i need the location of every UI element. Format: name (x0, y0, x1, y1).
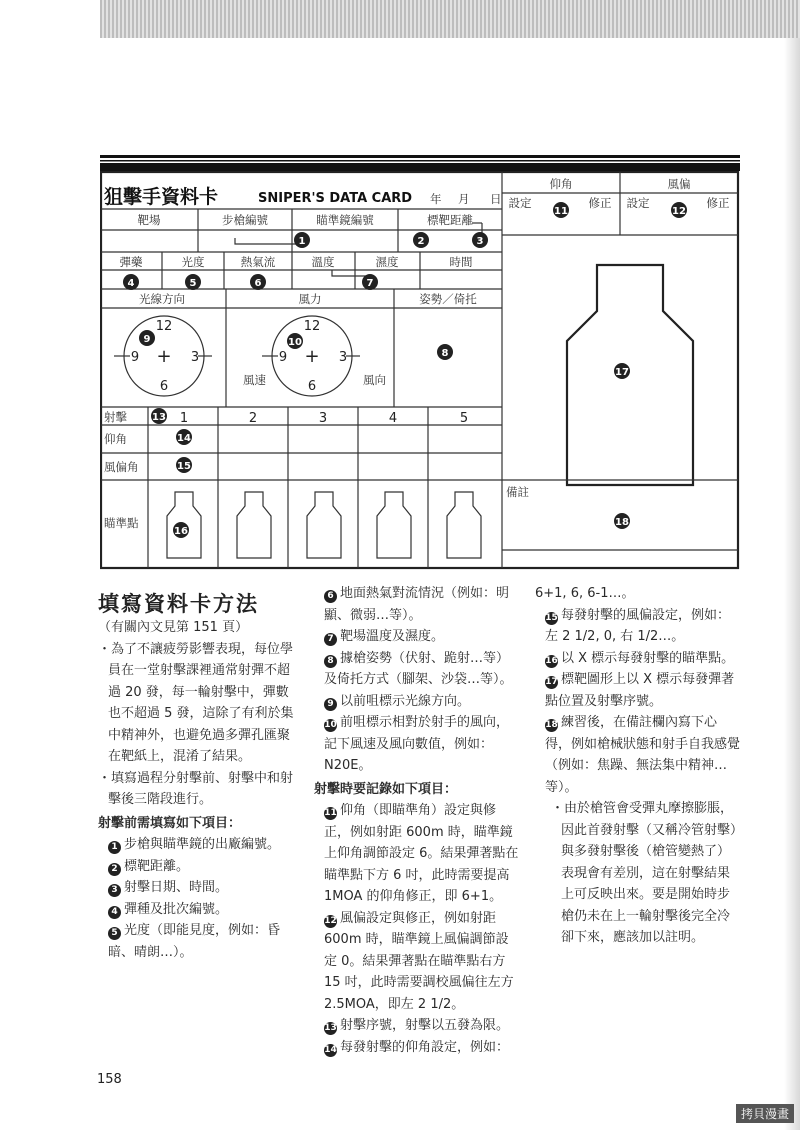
svg-text:12: 12 (155, 319, 173, 334)
marker-14 (176, 429, 192, 445)
marker-18 (614, 513, 630, 529)
wind-clock (262, 316, 360, 396)
svg-text:14: 14 (177, 433, 191, 444)
marker-5 (185, 274, 201, 290)
svg-text:修正: 修正 (706, 196, 730, 210)
elev-header: 仰角 (549, 177, 573, 191)
shot-2: 2 (248, 411, 258, 426)
card-title: 狙擊手資料卡 (104, 186, 219, 208)
svg-text:靶場: 靶場 (137, 213, 161, 227)
svg-text:12: 12 (303, 319, 321, 334)
card-top-rule (100, 155, 740, 158)
aim-point-targets (167, 492, 481, 558)
bullet-fatigue: ・為了不讓疲勞影響表現，每位學員在一堂射擊課裡通常射彈不超過 20 發，每一輪射擊中，彈數也不超過 5 發，這除了有利於集中精神外，也避免過多彈孔匯聚在靶紙上，混淆了結果。 (98, 641, 294, 764)
svg-text:光線方向: 光線方向 (139, 292, 185, 306)
light-direction-clock (114, 316, 212, 396)
svg-text:16: 16 (174, 526, 188, 537)
svg-text:時間: 時間 (449, 255, 473, 269)
svg-text:9: 9 (278, 350, 288, 365)
svg-text:12: 12 (672, 206, 686, 217)
svg-text:+: + (156, 346, 172, 367)
card-title-en: SNIPER'S DATA CARD (258, 191, 413, 206)
card-frame (101, 172, 738, 568)
marker-11 (553, 202, 569, 218)
marker-6 (250, 274, 266, 290)
section-heading: 填寫資料卡方法 (98, 592, 259, 616)
svg-text:11: 11 (554, 206, 568, 217)
shot-5: 5 (459, 411, 469, 426)
svg-text:5: 5 (189, 278, 197, 289)
svg-text:4: 4 (127, 278, 135, 289)
svg-text:光度: 光度 (181, 255, 205, 269)
svg-text:修正: 修正 (588, 196, 612, 210)
marker-4 (123, 274, 139, 290)
column-3: 6+1, 6, 6-1…。 15 每發射擊的風偏設定，例如：左 2 1/2, 0, 右 1/2…。 16 以 X 標示每發射擊的瞄準點。 17 標靶圖形上以 X 標示每發彈著點位置及射擊序號。 18 練習後，在備註欄內寫下心得，例如槍械狀態和射手自我感覺（例如：焦躁、無法集中精神…等）。 ・由於槍管會受彈丸摩擦膨脹，因此首發射擊（又稱冷管射擊）與多發射擊後（槍管變熱了）表現會有差別，這在射擊結果上可反映出來。要是開始時步槍仍未在上一輪射擊後完全冷卻下來，應該加以註明。 (535, 583, 740, 949)
page-edge-shadow (784, 38, 800, 1130)
svg-text:6: 6 (159, 379, 169, 394)
svg-text:瞄準鏡編號: 瞄準鏡編號 (316, 213, 374, 227)
svg-text:熱氣流: 熱氣流 (240, 255, 276, 269)
shot-1: 1 (179, 411, 189, 426)
svg-text:3: 3 (190, 350, 200, 365)
svg-text:步槍編號: 步槍編號 (222, 213, 268, 227)
page-number: 158 (97, 1072, 122, 1087)
svg-text:月: 月 (458, 192, 470, 206)
svg-text:溫度: 溫度 (311, 255, 335, 269)
svg-text:瞄準點: 瞄準點 (104, 516, 139, 530)
marker-12 (671, 202, 687, 218)
svg-text:射擊: 射擊 (104, 410, 127, 424)
svg-text:10: 10 (288, 337, 302, 348)
svg-text:設定: 設定 (626, 196, 650, 210)
marker-16 (173, 522, 189, 538)
svg-text:13: 13 (152, 412, 166, 423)
svg-text:8: 8 (441, 348, 449, 359)
svg-text:15: 15 (177, 461, 191, 472)
svg-text:9: 9 (143, 334, 151, 345)
svg-text:日: 日 (490, 192, 502, 206)
svg-text:風速: 風速 (243, 373, 266, 387)
svg-text:6: 6 (307, 379, 317, 394)
watermark: 拷貝漫畫 (736, 1104, 794, 1123)
svg-text:設定: 設定 (508, 196, 532, 210)
svg-text:仰角: 仰角 (104, 432, 127, 446)
svg-text:6: 6 (254, 278, 262, 289)
bullet-stages: ・填寫過程分射擊前、射擊中和射擊後三階段進行。 (98, 770, 294, 807)
svg-text:風向: 風向 (363, 373, 386, 387)
column-2: 6 地面熱氣對流情況（例如：明顯、微弱…等）。 7 靶場溫度及濕度。 8 據槍姿勢（伏射、跪射…等）及倚托方式（腳架、沙袋…等）。 9 以前咀標示光線方向。 10 前咀標示相對於射手的風向，記下風速及風向數值，例如：N20E。 射擊時要記錄如下項目： 11 仰角（即瞄準角）設定與修正，例如射距 600m 時，瞄準鏡上仰角調節設定 6。結果彈著點在瞄準點下方 6 吋，此時需要提高 1MOA 的仰角修正，即 6+1。 12 風偏設定與修正，例如射距 600m 時，瞄準鏡上風偏調節設定 0。結果彈著點在瞄準點右方 15 吋，此時需要調校風偏往左方 2.5MOA，即左 2 1/2。 13 射擊序號，射擊以五發為限。 14 每發射擊的仰角設定，例如： (314, 586, 519, 1055)
svg-text:17: 17 (615, 367, 629, 378)
marker-10 (287, 333, 303, 349)
svg-text:姿勢／倚托: 姿勢／倚托 (419, 292, 477, 306)
shot-4: 4 (388, 411, 398, 426)
reference-note: （有關內文見第 151 頁） (98, 620, 249, 635)
svg-text:彈藥: 彈藥 (119, 255, 143, 269)
marker-13 (151, 408, 167, 424)
shot-3: 3 (318, 411, 328, 426)
svg-text:9: 9 (130, 350, 140, 365)
marker-15 (176, 457, 192, 473)
svg-text:風偏角: 風偏角 (104, 460, 139, 474)
windage-header: 風偏 (667, 177, 691, 191)
column-1: （有關內文見第 151 頁） ・為了不讓疲勞影響表現，每位學員在一堂射擊課裡通常射彈不超過 20 發，每一輪射擊中，彈數也不超過 5 發，這除了有利於集中精神外，也避免過多彈孔匯聚在靶紙上，混淆了結果。 ・填寫過程分射擊前、射擊中和射擊後三階段進行。 射擊前需填寫如下項目： 1 步槍與瞄準鏡的出廠編號。 2 標靶距離。 3 射擊日期、時間。 4 彈種及批次編號。 5 光度（即能見度，例如：昏暗、晴朗…）。 (98, 617, 298, 963)
svg-text:備註: 備註 (506, 485, 529, 499)
svg-text:1: 1 (298, 236, 306, 247)
svg-text:+: + (304, 346, 320, 367)
svg-text:7: 7 (366, 278, 374, 289)
svg-text:標靶距離: 標靶距離 (427, 213, 473, 227)
subheading-before: 射擊前需填寫如下項目： (98, 815, 242, 831)
marker-8 (437, 344, 453, 360)
svg-text:3: 3 (476, 236, 484, 247)
bullet-barrel: ・由於槍管會受彈丸摩擦膨脹，因此首發射擊（又稱冷管射擊）與多發射擊後（槍管變熱了）表現會有差別，這在射擊結果上可反映出來。要是開始時步槍仍未在上一輪射擊後完全冷卻下來，應該加以註明。 (551, 801, 737, 945)
marker-17 (614, 363, 630, 379)
svg-text:18: 18 (615, 517, 629, 528)
marker-2 (413, 232, 429, 248)
marker-7 (362, 274, 378, 290)
marker-1 (294, 232, 310, 248)
top-scan-band (100, 0, 800, 38)
marker-9 (139, 330, 155, 346)
marker-3 (472, 232, 488, 248)
subheading-during: 射擊時要記錄如下項目： (314, 781, 458, 797)
continuation-text: 6+1, 6, 6-1…。 (535, 586, 635, 601)
svg-text:年: 年 (430, 192, 442, 206)
sniper-data-card (100, 155, 740, 570)
svg-text:2: 2 (417, 236, 425, 247)
svg-text:3: 3 (338, 350, 348, 365)
svg-text:濕度: 濕度 (375, 255, 399, 269)
main-target-silhouette (567, 265, 693, 485)
svg-text:風力: 風力 (298, 292, 322, 306)
